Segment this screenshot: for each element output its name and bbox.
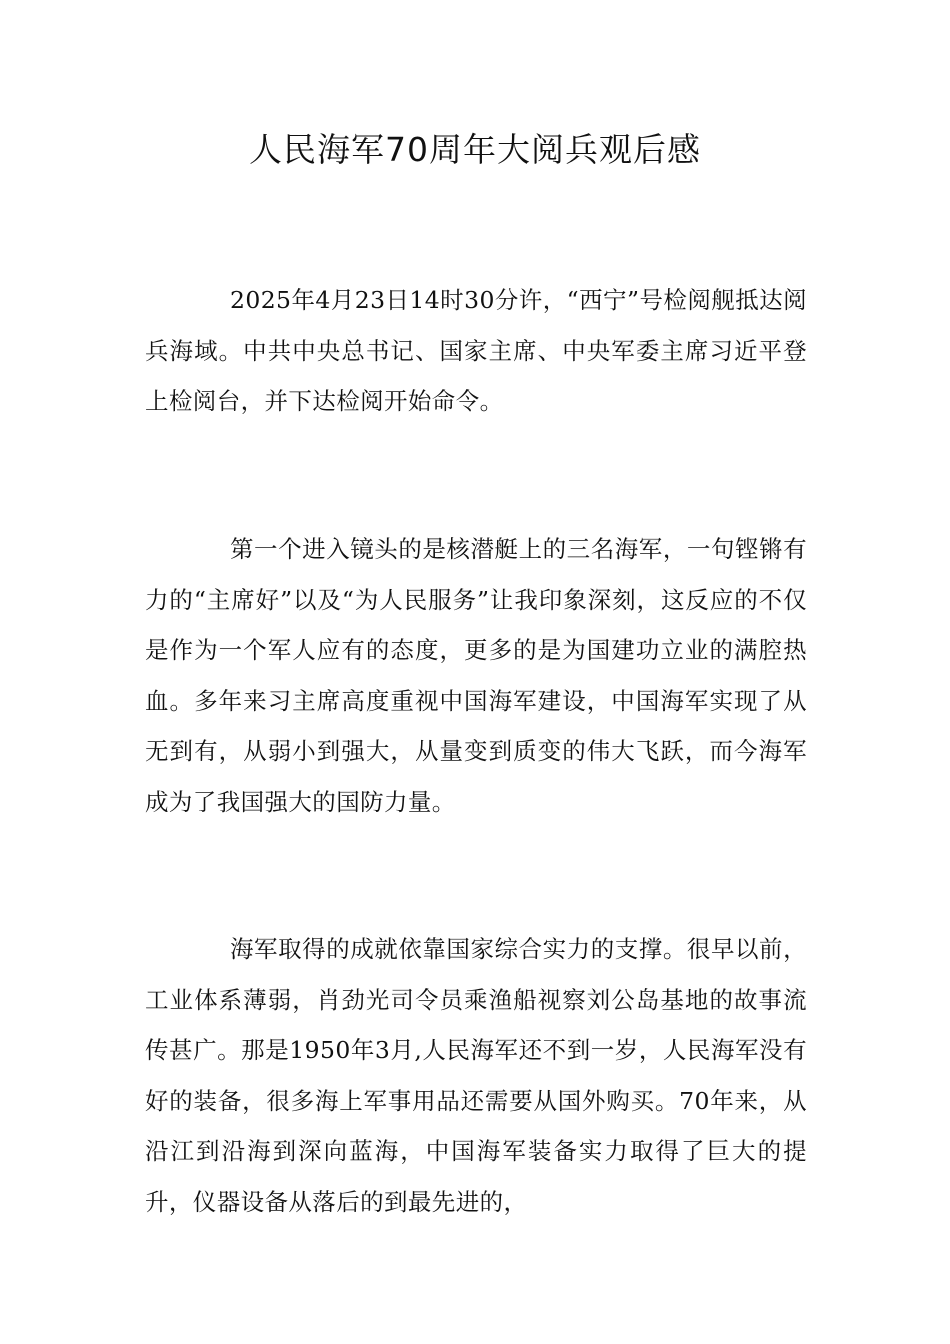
paragraph-2: 第一个进入镜头的是核潜艇上的三名海军，一句铿锵有力的“主席好”以及“为人民服务”让我印象深刻，这反应的不仅是作为一个军人应有的态度，更多的是为国建功立业的满腔热血。多年来习主席高度重视中国海军建设，中国海军实现了从无到有，从弱小到强大，从量变到质变的伟大飞跃，而今海军成为了我国强大的国防力量。	[145, 535, 807, 816]
paragraph-3: 海军取得的成就依靠国家综合实力的支撑。很早以前，工业体系薄弱，肖劲光司令员乘渔船视察刘公岛基地的故事流传甚广。那是1950年3月,人民海军还不到一岁，人民海军没有好的装备，很多海上军事用品还需要从国外购买。70年来，从沿江到沿海到深向蓝海，中国海军装备实力取得了巨大的提升，仪器设备从落后的到最先进的，	[145, 935, 807, 1216]
paragraph-1: 2025年4月23日14时30分许，“西宁”号检阅舰抵达阅兵海域。中共中央总书记、国家主席、中央军委主席习近平登上检阅台，并下达检阅开始命令。	[145, 286, 807, 415]
document-title: 人民海军70周年大阅兵观后感	[249, 130, 701, 169]
